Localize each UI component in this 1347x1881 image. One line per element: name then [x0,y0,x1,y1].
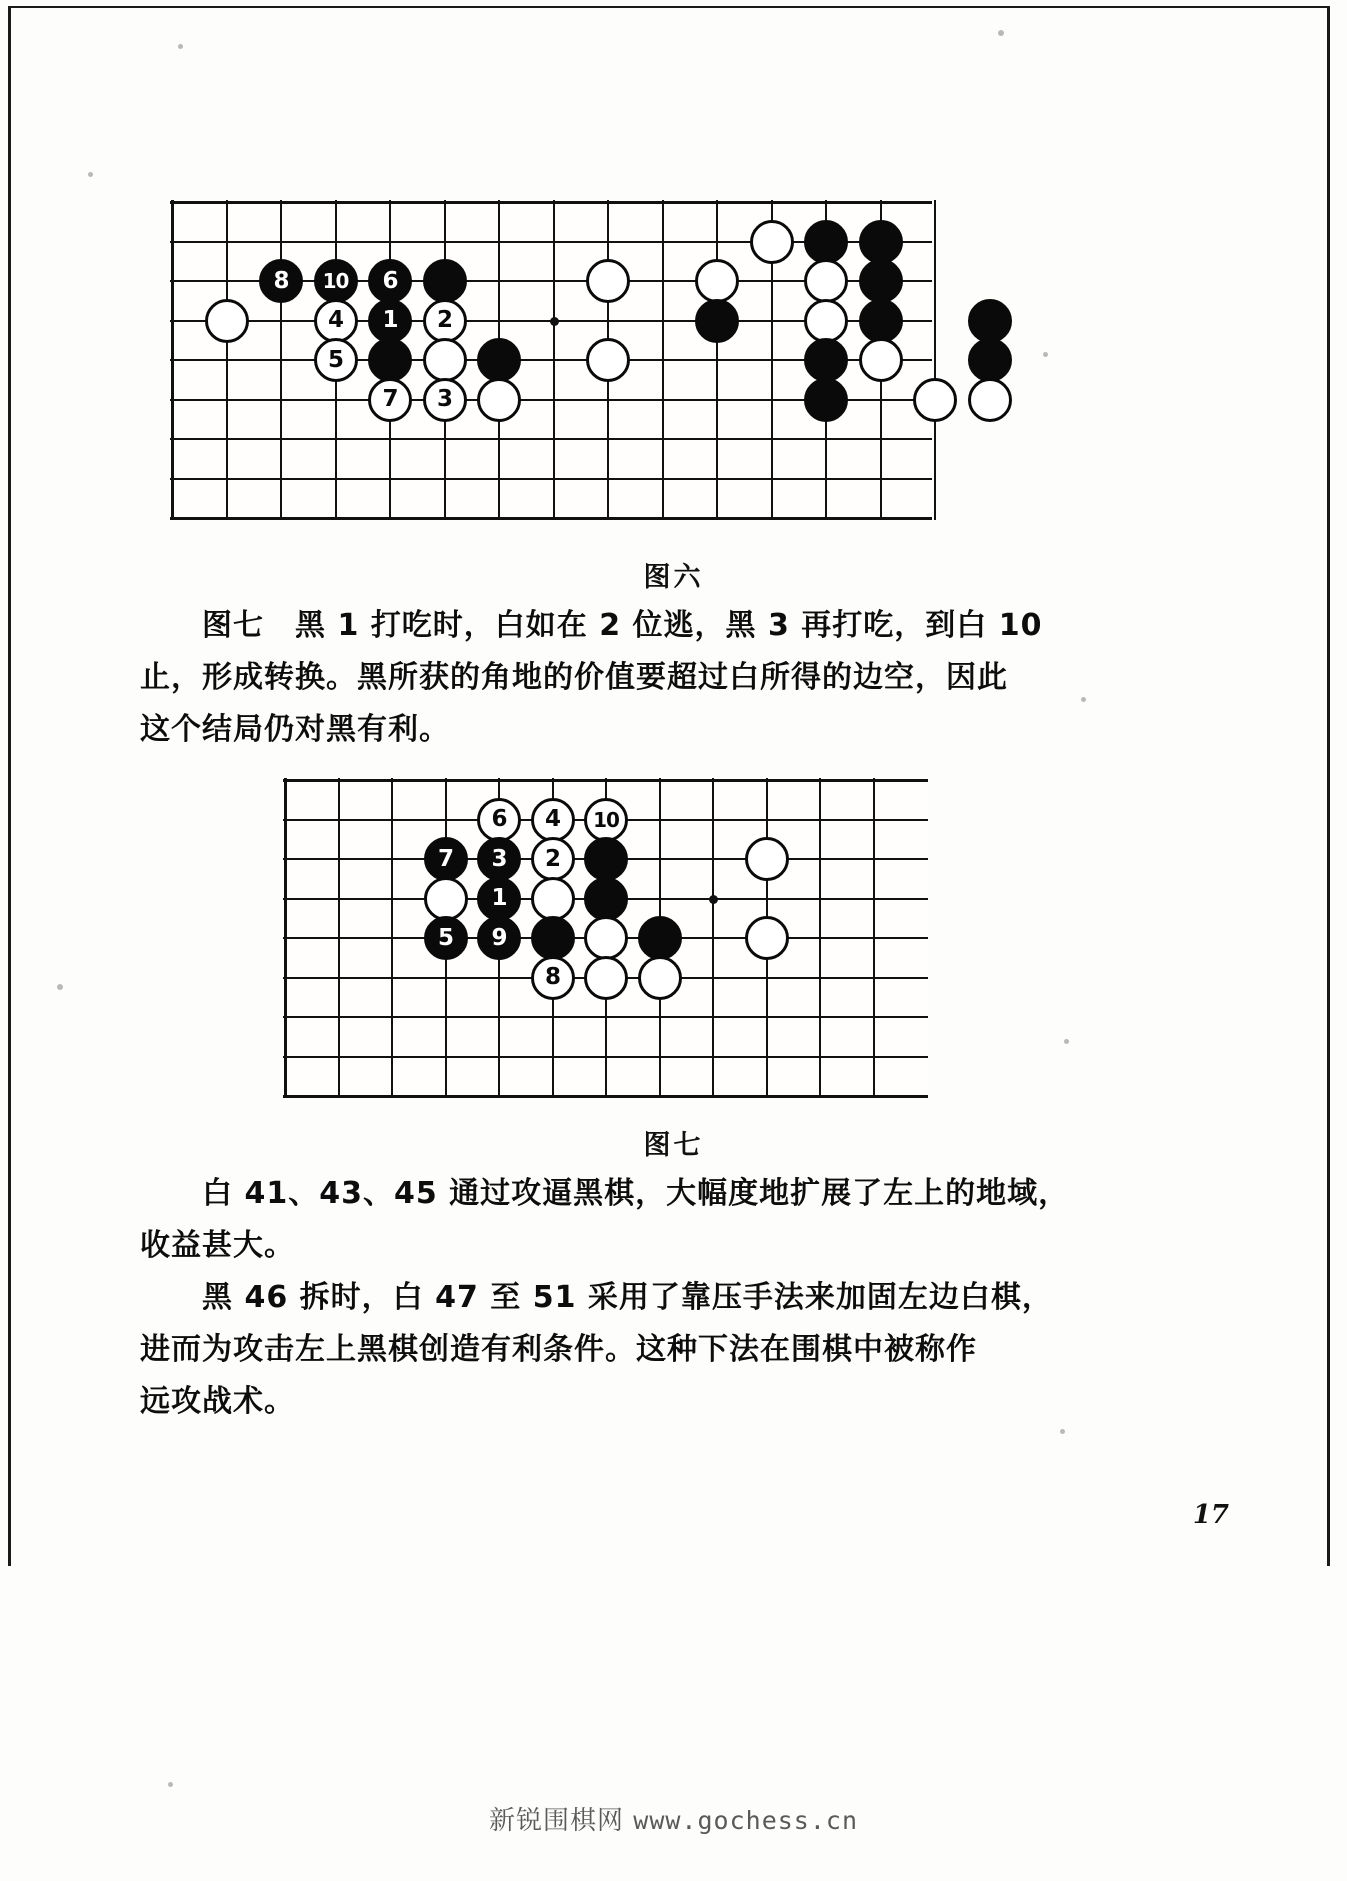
scan-speck [88,172,93,177]
scan-speck [1064,1039,1069,1044]
go-stone-black-1 [477,877,521,921]
scan-speck [57,984,63,990]
go-stone-black-1 [368,299,412,343]
go-stone-black-8 [259,259,303,303]
stone-move-number: 5 [437,924,453,951]
go-stone-black-6 [368,259,412,303]
go-stone-black [477,338,521,382]
stone-move-number: 6 [491,806,507,832]
go-stone-white [859,338,903,382]
go-stone-white [804,299,848,343]
stone-move-number: 8 [544,964,560,990]
board-grid-line [170,201,932,204]
paragraph-line: 图七 黑 1 打吃时，白如在 2 位逃，黑 3 再打吃，到白 10 [202,608,1043,643]
go-stone-black [859,259,903,303]
stone-move-number: 7 [437,845,453,872]
go-board-figure-seven [283,778,928,1098]
stone-move-number: 3 [436,386,452,412]
board-star-point [550,317,559,326]
go-stone-black [423,259,467,303]
go-stone-black [638,916,682,960]
stone-move-number: 9 [491,924,507,951]
stone-move-number: 1 [382,307,398,333]
page-number: 17 [1192,1500,1229,1530]
go-stone-white-2 [531,837,575,881]
go-stone-black [584,837,628,881]
go-stone-white [804,259,848,303]
paragraph-line: 黑 46 拆时，白 47 至 51 采用了靠压手法来加固左边白棋， [202,1280,1053,1315]
go-stone-white-8 [531,956,575,1000]
stone-move-number: 10 [593,807,619,832]
board-grid-line [170,517,932,520]
site-footer [0,1800,1347,1837]
go-stone-white [477,378,521,422]
go-stone-white [424,877,468,921]
paragraph-line: 进而为攻击左上黑棋创造有利条件。这种下法在围棋中被称作 [140,1332,977,1367]
go-stone-black-10 [314,259,358,303]
board-grid-line [716,200,718,520]
board-grid-line [873,778,875,1098]
go-stone-white [638,956,682,1000]
scan-speck [1043,352,1048,357]
figure-six-caption: 图六 [643,562,704,593]
paragraph-line: 这个结局仍对黑有利。 [140,712,450,747]
board-grid-line [934,200,936,520]
go-stone-white [586,338,630,382]
go-stone-white [695,259,739,303]
go-stone-white [205,299,249,343]
go-stone-black-9 [477,916,521,960]
board-grid-line [170,478,932,480]
go-stone-white [745,837,789,881]
go-stone-black [584,877,628,921]
stone-move-number: 5 [327,346,343,373]
go-stone-white-2 [423,299,467,343]
scan-speck [168,1782,173,1787]
paragraph-line: 收益甚大。 [140,1228,295,1263]
paragraph-figure-seven-intro [140,600,1215,756]
stone-move-number: 2 [544,845,560,872]
go-stone-white [584,956,628,1000]
paragraph-black-46 [140,1272,1215,1428]
go-stone-white [586,259,630,303]
go-stone-white [913,378,957,422]
paragraph-line: 远攻战术。 [140,1384,295,1419]
paragraph-line: 白 41、43、45 通过攻逼黑棋，大幅度地扩展了左上的地域， [202,1176,1070,1211]
board-grid-line [284,778,287,1098]
board-star-point [709,895,718,904]
board-grid-line [712,778,714,1098]
go-stone-white [968,378,1012,422]
go-stone-white-10 [584,798,628,842]
board-grid-line [391,778,393,1098]
go-stone-black-7 [424,837,468,881]
go-stone-black [804,338,848,382]
stone-move-number: 3 [491,845,507,872]
go-stone-black [859,299,903,343]
go-stone-black [804,378,848,422]
footer-site-name: 新锐围棋网 [489,1806,625,1836]
go-stone-black-5 [424,916,468,960]
go-stone-white-6 [477,798,521,842]
stone-move-number: 1 [491,885,507,911]
go-stone-black [859,220,903,264]
figure-seven-caption: 图七 [643,1130,704,1161]
go-stone-white-4 [531,798,575,842]
go-stone-black [695,299,739,343]
go-stone-white [750,220,794,264]
go-stone-white [423,338,467,382]
go-stone-white [531,877,575,921]
board-grid-line [819,778,821,1098]
go-stone-white-3 [423,378,467,422]
scan-speck [178,44,183,49]
board-grid-line [338,778,340,1098]
go-stone-black [804,220,848,264]
go-stone-black [968,299,1012,343]
go-stone-white [584,916,628,960]
paragraph-line: 止，形成转换。黑所获的角地的价值要超过白所得的边空，因此 [140,660,1008,695]
go-stone-white-4 [314,299,358,343]
board-grid-line [662,200,664,520]
go-board-figure-six [170,200,932,520]
stone-move-number: 4 [327,307,343,333]
paragraph-white-41 [140,1168,1215,1272]
board-grid-line [171,200,174,520]
go-stone-black-3 [477,837,521,881]
go-stone-white [745,916,789,960]
stone-move-number: 6 [382,267,398,294]
board-grid-line [280,200,282,520]
stone-move-number: 10 [322,269,349,293]
board-grid-line [170,438,932,440]
stone-move-number: 8 [273,267,289,294]
scan-speck [1060,1429,1065,1434]
stone-move-number: 7 [382,386,398,412]
stone-move-number: 4 [544,806,560,832]
go-stone-black [531,916,575,960]
go-stone-white-7 [368,378,412,422]
footer-site-url: www.gochess.cn [633,1806,858,1835]
scan-speck [998,30,1004,36]
go-stone-black [968,338,1012,382]
stone-move-number: 2 [436,307,452,333]
board-grid-line [553,200,555,520]
board-grid-line [226,200,228,520]
go-stone-black [368,338,412,382]
go-stone-white-5 [314,338,358,382]
